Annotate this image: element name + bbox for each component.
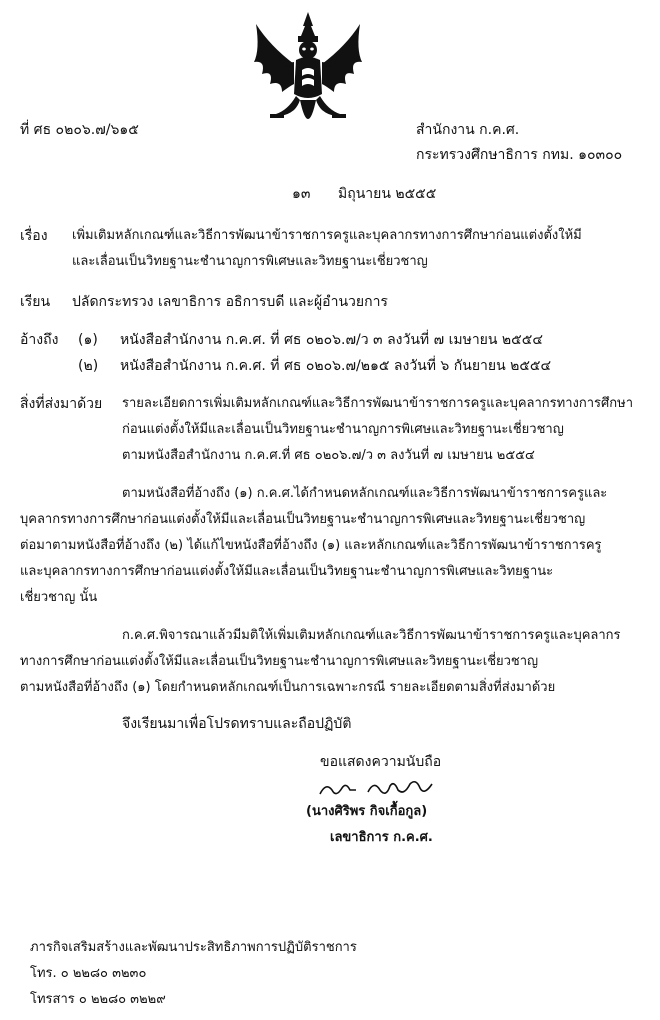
paragraph-1-line-5: เชี่ยวชาญ นั้น — [20, 590, 98, 605]
enclosure-label: สิ่งที่ส่งมาด้วย — [20, 396, 103, 412]
reference-2-text: หนังสือสำนักงาน ก.ค.ศ. ที่ ศธ ๐๒๐๖.๗/๒๑๕ ลงวันที่ ๖ กันยายน ๒๕๕๔ — [120, 358, 552, 374]
references-label: อ้างถึง — [20, 332, 59, 348]
complimentary-close: ขอแสดงความนับถือ — [320, 754, 442, 770]
issuing-ministry: กระทรวงศึกษาธิการ กทม. ๑๐๓๐๐ — [416, 147, 623, 163]
signatory-position: เลขาธิการ ก.ค.ศ. — [330, 830, 433, 845]
garuda-emblem-icon — [248, 10, 368, 138]
date-day: ๑๓ — [292, 186, 311, 202]
handwritten-signature — [316, 776, 446, 804]
paragraph-2-line-3: ตามหนังสือที่อ้างถึง (๑) โดยกำหนดหลักเกณฑ์เป็นการเฉพาะกรณี รายละเอียดตามสิ่งที่ส่งมาด้วย — [20, 680, 556, 695]
signatory-name: (นางศิริพร กิจเกื้อกูล) — [306, 804, 428, 819]
subject-line-2: และเลื่อนเป็นวิทยฐานะชำนาญการพิเศษและวิทยฐานะเชี่ยวชาญ — [72, 254, 428, 269]
enclosure-line-2: ก่อนแต่งตั้งให้มีและเลื่อนเป็นวิทยฐานะชำนาญการพิเศษและวิทยฐานะเชี่ยวชาญ — [122, 422, 564, 437]
date-month-year: มิถุนายน ๒๕๕๕ — [338, 186, 437, 202]
reference-2-number: (๒) — [78, 358, 99, 374]
paragraph-2-line-2: ทางการศึกษาก่อนแต่งตั้งให้มีและเลื่อนเป็นวิทยฐานะชำนาญการพิเศษและวิทยฐานะเชี่ยวชาญ — [20, 654, 539, 669]
footer-telephone: โทร. ๐ ๒๒๘๐ ๓๒๓๐ — [30, 966, 147, 981]
enclosure-line-1: รายละเอียดการเพิ่มเติมหลักเกณฑ์และวิธีการพัฒนาข้าราชการครูและบุคลากรทางการศึกษา — [122, 396, 634, 411]
reference-1-number: (๑) — [78, 332, 98, 348]
footer-unit: ภารกิจเสริมสร้างและพัฒนาประสิทธิภาพการปฏิบัติราชการ — [30, 940, 357, 955]
paragraph-1-line-2: บุคลากรทางการศึกษาก่อนแต่งตั้งให้มีและเลื่อนเป็นวิทยฐานะชำนาญการพิเศษและวิทยฐานะเชี่ยวชาญ — [20, 512, 586, 527]
paragraph-2-line-1: ก.ค.ศ.พิจารณาแล้วมีมติให้เพิ่มเติมหลักเกณฑ์และวิธีการพัฒนาข้าราชการครูและบุคลากร — [122, 628, 621, 643]
closing-sentence: จึงเรียนมาเพื่อโปรดทราบและถือปฏิบัติ — [122, 716, 352, 732]
paragraph-1-line-1: ตามหนังสือที่อ้างถึง (๑) ก.ค.ศ.ได้กำหนดหลักเกณฑ์และวิธีการพัฒนาข้าราชการครูและ — [122, 486, 608, 501]
reference-number: ที่ ศธ ๐๒๐๖.๗/๖๑๕ — [20, 122, 139, 138]
salutation-recipients: ปลัดกระทรวง เลขาธิการ อธิการบดี และผู้อำนวยการ — [72, 294, 388, 310]
subject-line-1: เพิ่มเติมหลักเกณฑ์และวิธีการพัฒนาข้าราชการครูและบุคลากรทางการศึกษาก่อนแต่งตั้งให้มี — [72, 228, 582, 243]
paragraph-1-line-3: ต่อมาตามหนังสือที่อ้างถึง (๒) ได้แก้ไขหนังสือที่อ้างถึง (๑) และหลักเกณฑ์และวิธีการพัฒนาข้าราชการครู — [20, 538, 602, 553]
enclosure-line-3: ตามหนังสือสำนักงาน ก.ค.ศ.ที่ ศธ ๐๒๐๖.๗/ว ๓ ลงวันที่ ๗ เมษายน ๒๕๕๔ — [122, 448, 535, 463]
footer-fax: โทรสาร ๐ ๒๒๘๐ ๓๒๒๙ — [30, 992, 166, 1007]
reference-1-text: หนังสือสำนักงาน ก.ค.ศ. ที่ ศธ ๐๒๐๖.๗/ว ๓ ลงวันที่ ๗ เมษายน ๒๕๕๔ — [120, 332, 543, 348]
paragraph-1-line-4: และบุคลากรทางการศึกษาก่อนแต่งตั้งให้มีและเลื่อนเป็นวิทยฐานะชำนาญการพิเศษและวิทยฐานะ — [20, 564, 554, 579]
salutation-label: เรียน — [20, 294, 51, 310]
subject-label: เรื่อง — [20, 228, 48, 244]
issuing-office: สำนักงาน ก.ค.ศ. — [416, 122, 520, 138]
